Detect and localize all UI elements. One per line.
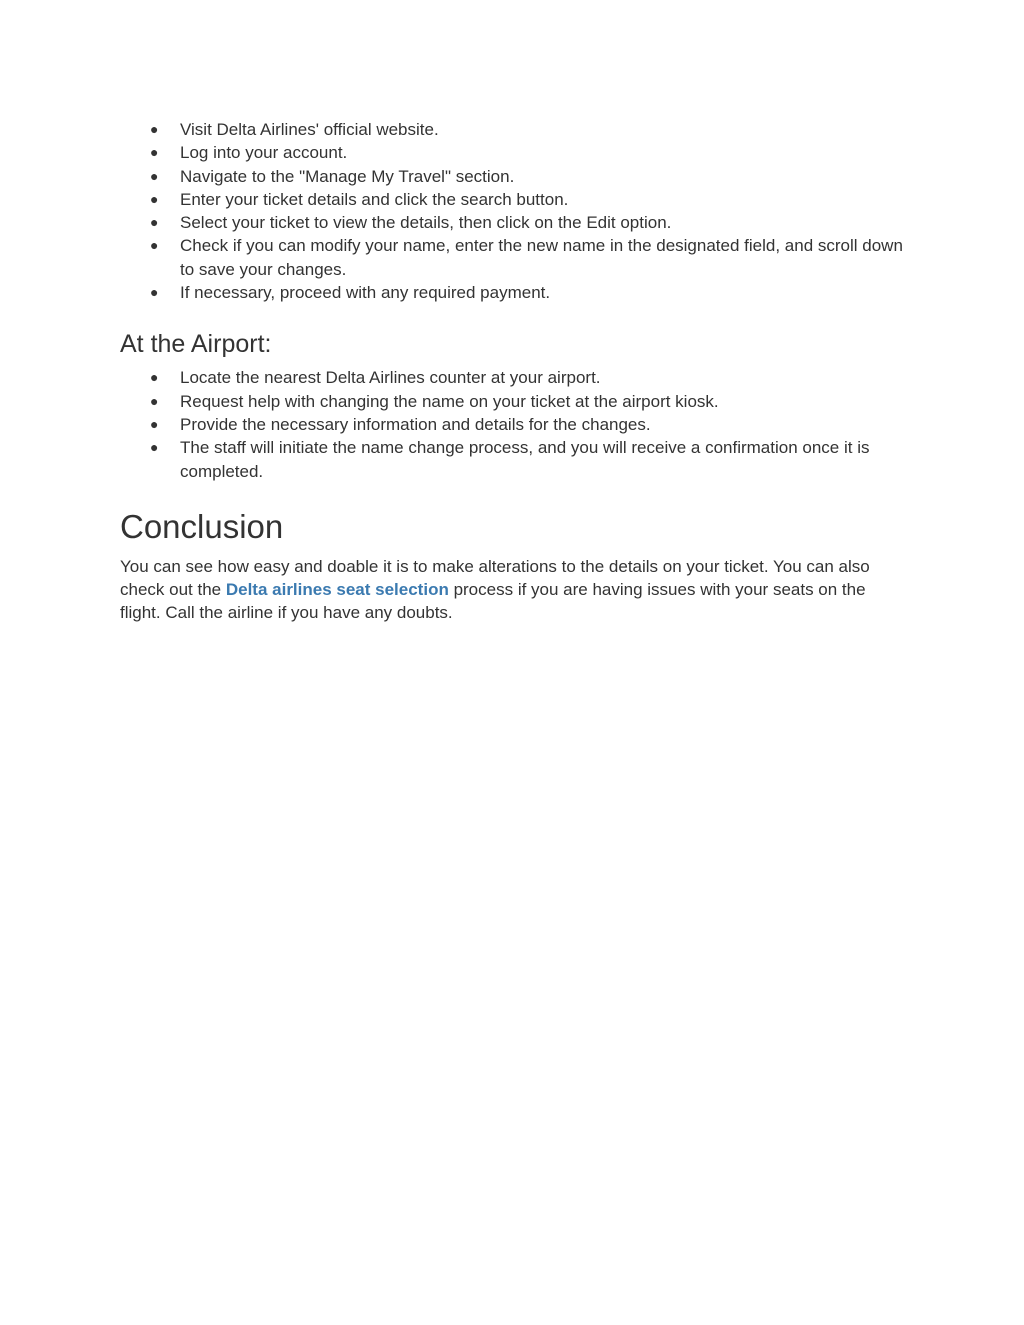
list-item-text: Navigate to the "Manage My Travel" section. <box>180 166 515 186</box>
list-item <box>120 413 910 436</box>
document-page <box>120 118 910 625</box>
list-item-text: Visit Delta Airlines' official website. <box>180 120 439 139</box>
bullet-icon: ● <box>150 237 159 254</box>
list-item <box>120 281 910 304</box>
list-item <box>120 390 910 413</box>
airport-steps-list <box>120 366 910 482</box>
list-item <box>120 234 910 281</box>
conclusion-heading: Conclusion <box>120 507 284 545</box>
bullet-icon: ● <box>150 190 159 207</box>
bullet-icon: ● <box>150 369 159 386</box>
list-item <box>120 141 910 164</box>
list-item-text: Check if you can modify your name, enter the new name in the designated field, and scroll down to save your changes. <box>180 236 903 279</box>
conclusion-text-before: You can see how easy and doable it is to make alterations to the details on your ticket. You can also check out the <box>120 556 870 600</box>
bullet-icon: ● <box>150 392 159 409</box>
bullet-icon: ● <box>150 284 159 301</box>
list-item-text: Enter your ticket details and click the search button. <box>180 189 569 209</box>
list-item-text: The staff will initiate the name change process, and you will receive a confirmation once it is completed. <box>180 438 870 481</box>
list-item-text: Request help with changing the name on your ticket at the airport kiosk. <box>180 391 719 411</box>
list-item <box>120 211 910 234</box>
online-steps-list <box>120 118 910 304</box>
airport-heading: At the Airport: <box>120 330 272 359</box>
conclusion-text-after: process if you are having issues with your seats on the flight. Call the airline if you have any doubts. <box>120 580 866 623</box>
bullet-icon: ● <box>150 144 159 161</box>
list-item <box>120 366 910 389</box>
list-item <box>120 188 910 211</box>
list-item <box>120 118 910 141</box>
bullet-icon: ● <box>150 214 159 231</box>
list-item <box>120 436 910 483</box>
list-item-text: Provide the necessary information and details for the changes. <box>180 414 651 434</box>
bullet-icon: ● <box>150 167 159 184</box>
list-item-text: If necessary, proceed with any required payment. <box>180 283 551 303</box>
list-item-text: Log into your account. <box>180 143 348 163</box>
list-item <box>120 165 910 188</box>
bullet-icon: ● <box>150 439 159 456</box>
list-item-text: Select your ticket to view the details, then click on the Edit option. <box>180 213 672 233</box>
seat-selection-link[interactable]: Delta airlines seat selection <box>225 580 449 600</box>
bullet-icon: ● <box>150 415 159 432</box>
bullet-icon: ● <box>150 121 159 137</box>
conclusion-paragraph <box>120 555 910 625</box>
list-item-text: Locate the nearest Delta Airlines counter at your airport. <box>180 368 601 388</box>
